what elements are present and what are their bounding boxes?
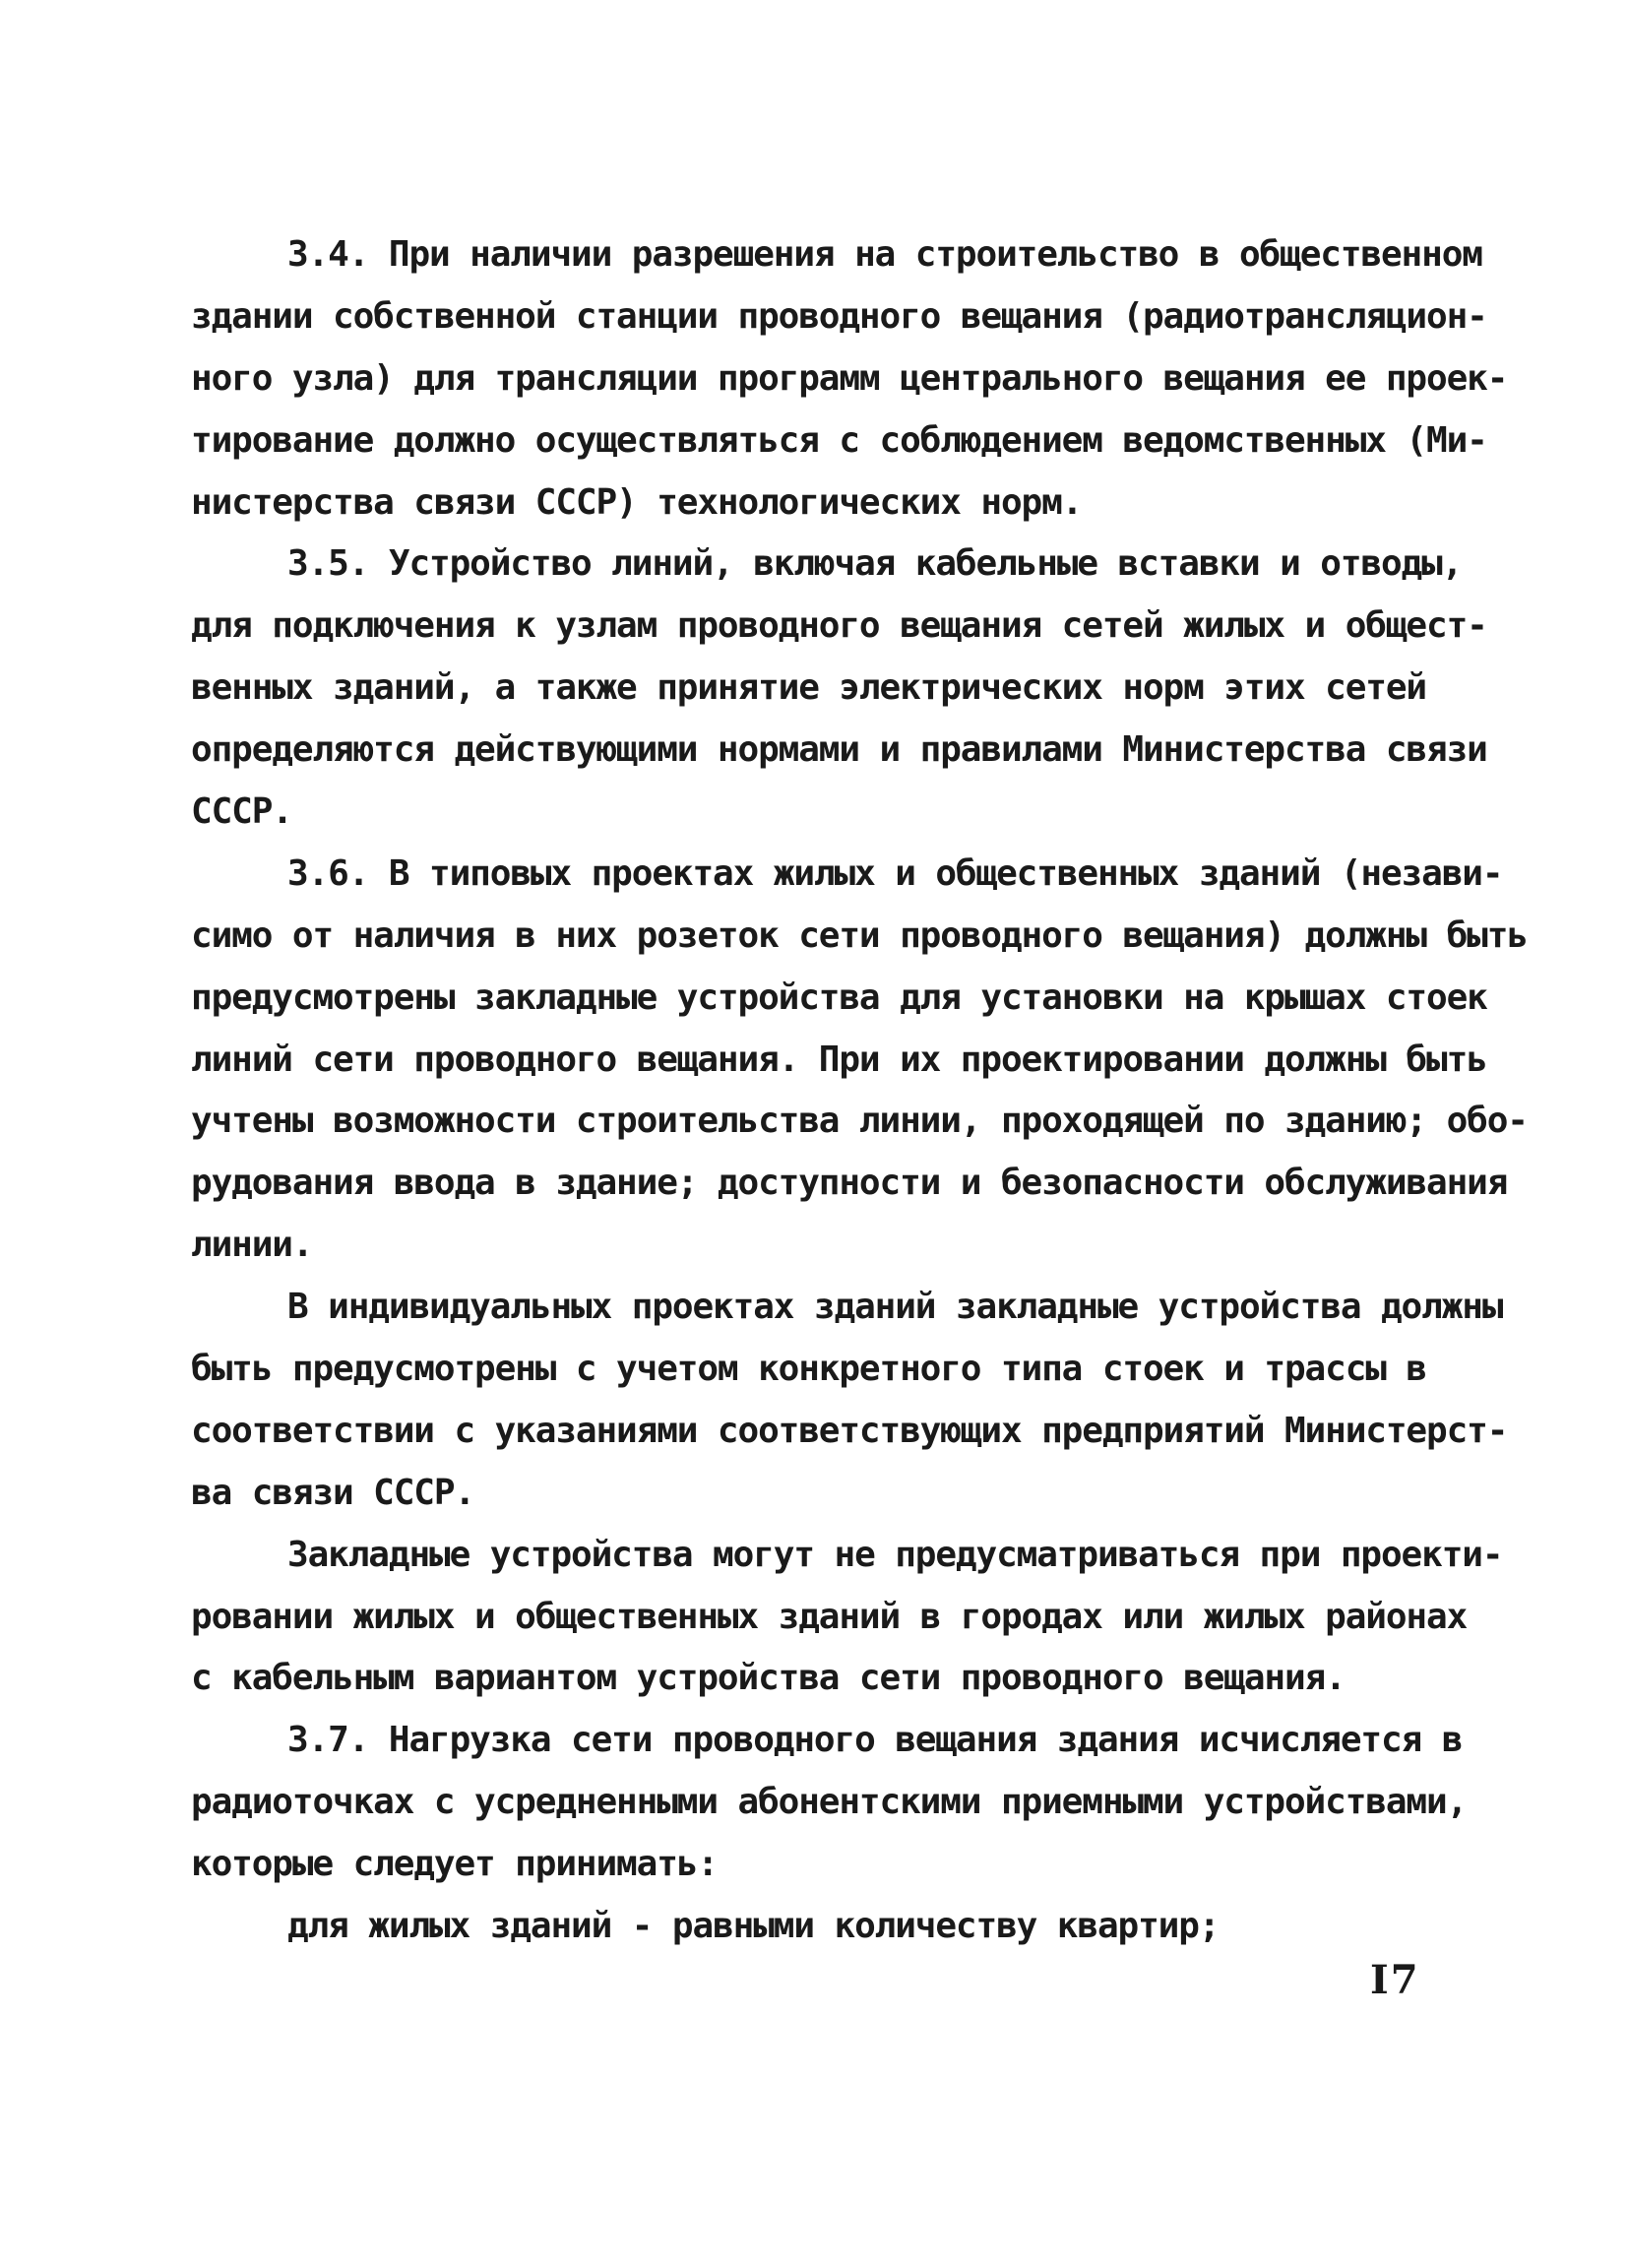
text-line: учтены возможности строительства линии, проходящей по зданию; обо- [191, 1101, 1528, 1142]
text-line: здании собственной станции проводного вещания (радиотрансляцион- [191, 295, 1487, 337]
text-line: ва связи СССР. [191, 1472, 475, 1513]
text-line: для подключения к узлам проводного вещания сетей жилых и общест- [191, 605, 1487, 647]
text-line: которые следует принимать: [191, 1844, 718, 1885]
text-line: быть предусмотрены с учетом конкретного типа стоек и трассы в [191, 1349, 1427, 1390]
text-line: линии. [191, 1225, 313, 1266]
text-line: соответствии с указаниями соответствующих предприятий Министерст- [191, 1410, 1508, 1451]
text-line: рудования ввода в здание; доступности и безопасности обслуживания [191, 1163, 1508, 1204]
text-line: ного узла) для трансляции программ центрального вещания ее проек- [191, 357, 1508, 399]
page-number: I7 [1370, 1957, 1420, 2003]
document-body [191, 224, 1528, 1958]
text-line: 3.5. Устройство линий, включая кабельные вставки и отводы, [287, 543, 1463, 585]
text-line: 3.6. В типовых проектах жилых и общественных зданий (незави- [287, 852, 1503, 894]
text-line: с кабельным вариантом устройства сети проводного вещания. [191, 1658, 1346, 1699]
text-line: симо от наличия в них розеток сети проводного вещания) должны быть [191, 914, 1528, 956]
text-line: 3.4. При наличии разрешения на строительство в общественном [287, 234, 1482, 275]
text-line: предусмотрены закладные устройства для установки на крышах стоек [191, 976, 1487, 1018]
text-line: 3.7. Нагрузка сети проводного вещания здания исчисляется в [287, 1720, 1463, 1761]
text-line: В индивидуальных проектах зданий закладные устройства должны [287, 1287, 1503, 1328]
text-line: ровании жилых и общественных зданий в городах или жилых районах [191, 1596, 1468, 1637]
text-line: для жилых зданий - равными количеству квартир; [287, 1906, 1220, 1947]
text-line: Закладные устройства могут не предусматриваться при проекти- [287, 1534, 1503, 1575]
text-line: венных зданий, а также принятие электрических норм этих сетей [191, 667, 1427, 709]
text-line: радиоточках с усредненными абонентскими приемными устройствами, [191, 1782, 1468, 1823]
text-line: нистерства связи СССР) технологических норм. [191, 481, 1083, 523]
text-line: СССР. [191, 791, 292, 833]
text-line: определяются действующими нормами и правилами Министерства связи [191, 729, 1487, 771]
text-line: тирование должно осуществляться с соблюдением ведомственных (Ми- [191, 419, 1487, 461]
text-line: линий сети проводного вещания. При их проектировании должны быть [191, 1039, 1487, 1080]
